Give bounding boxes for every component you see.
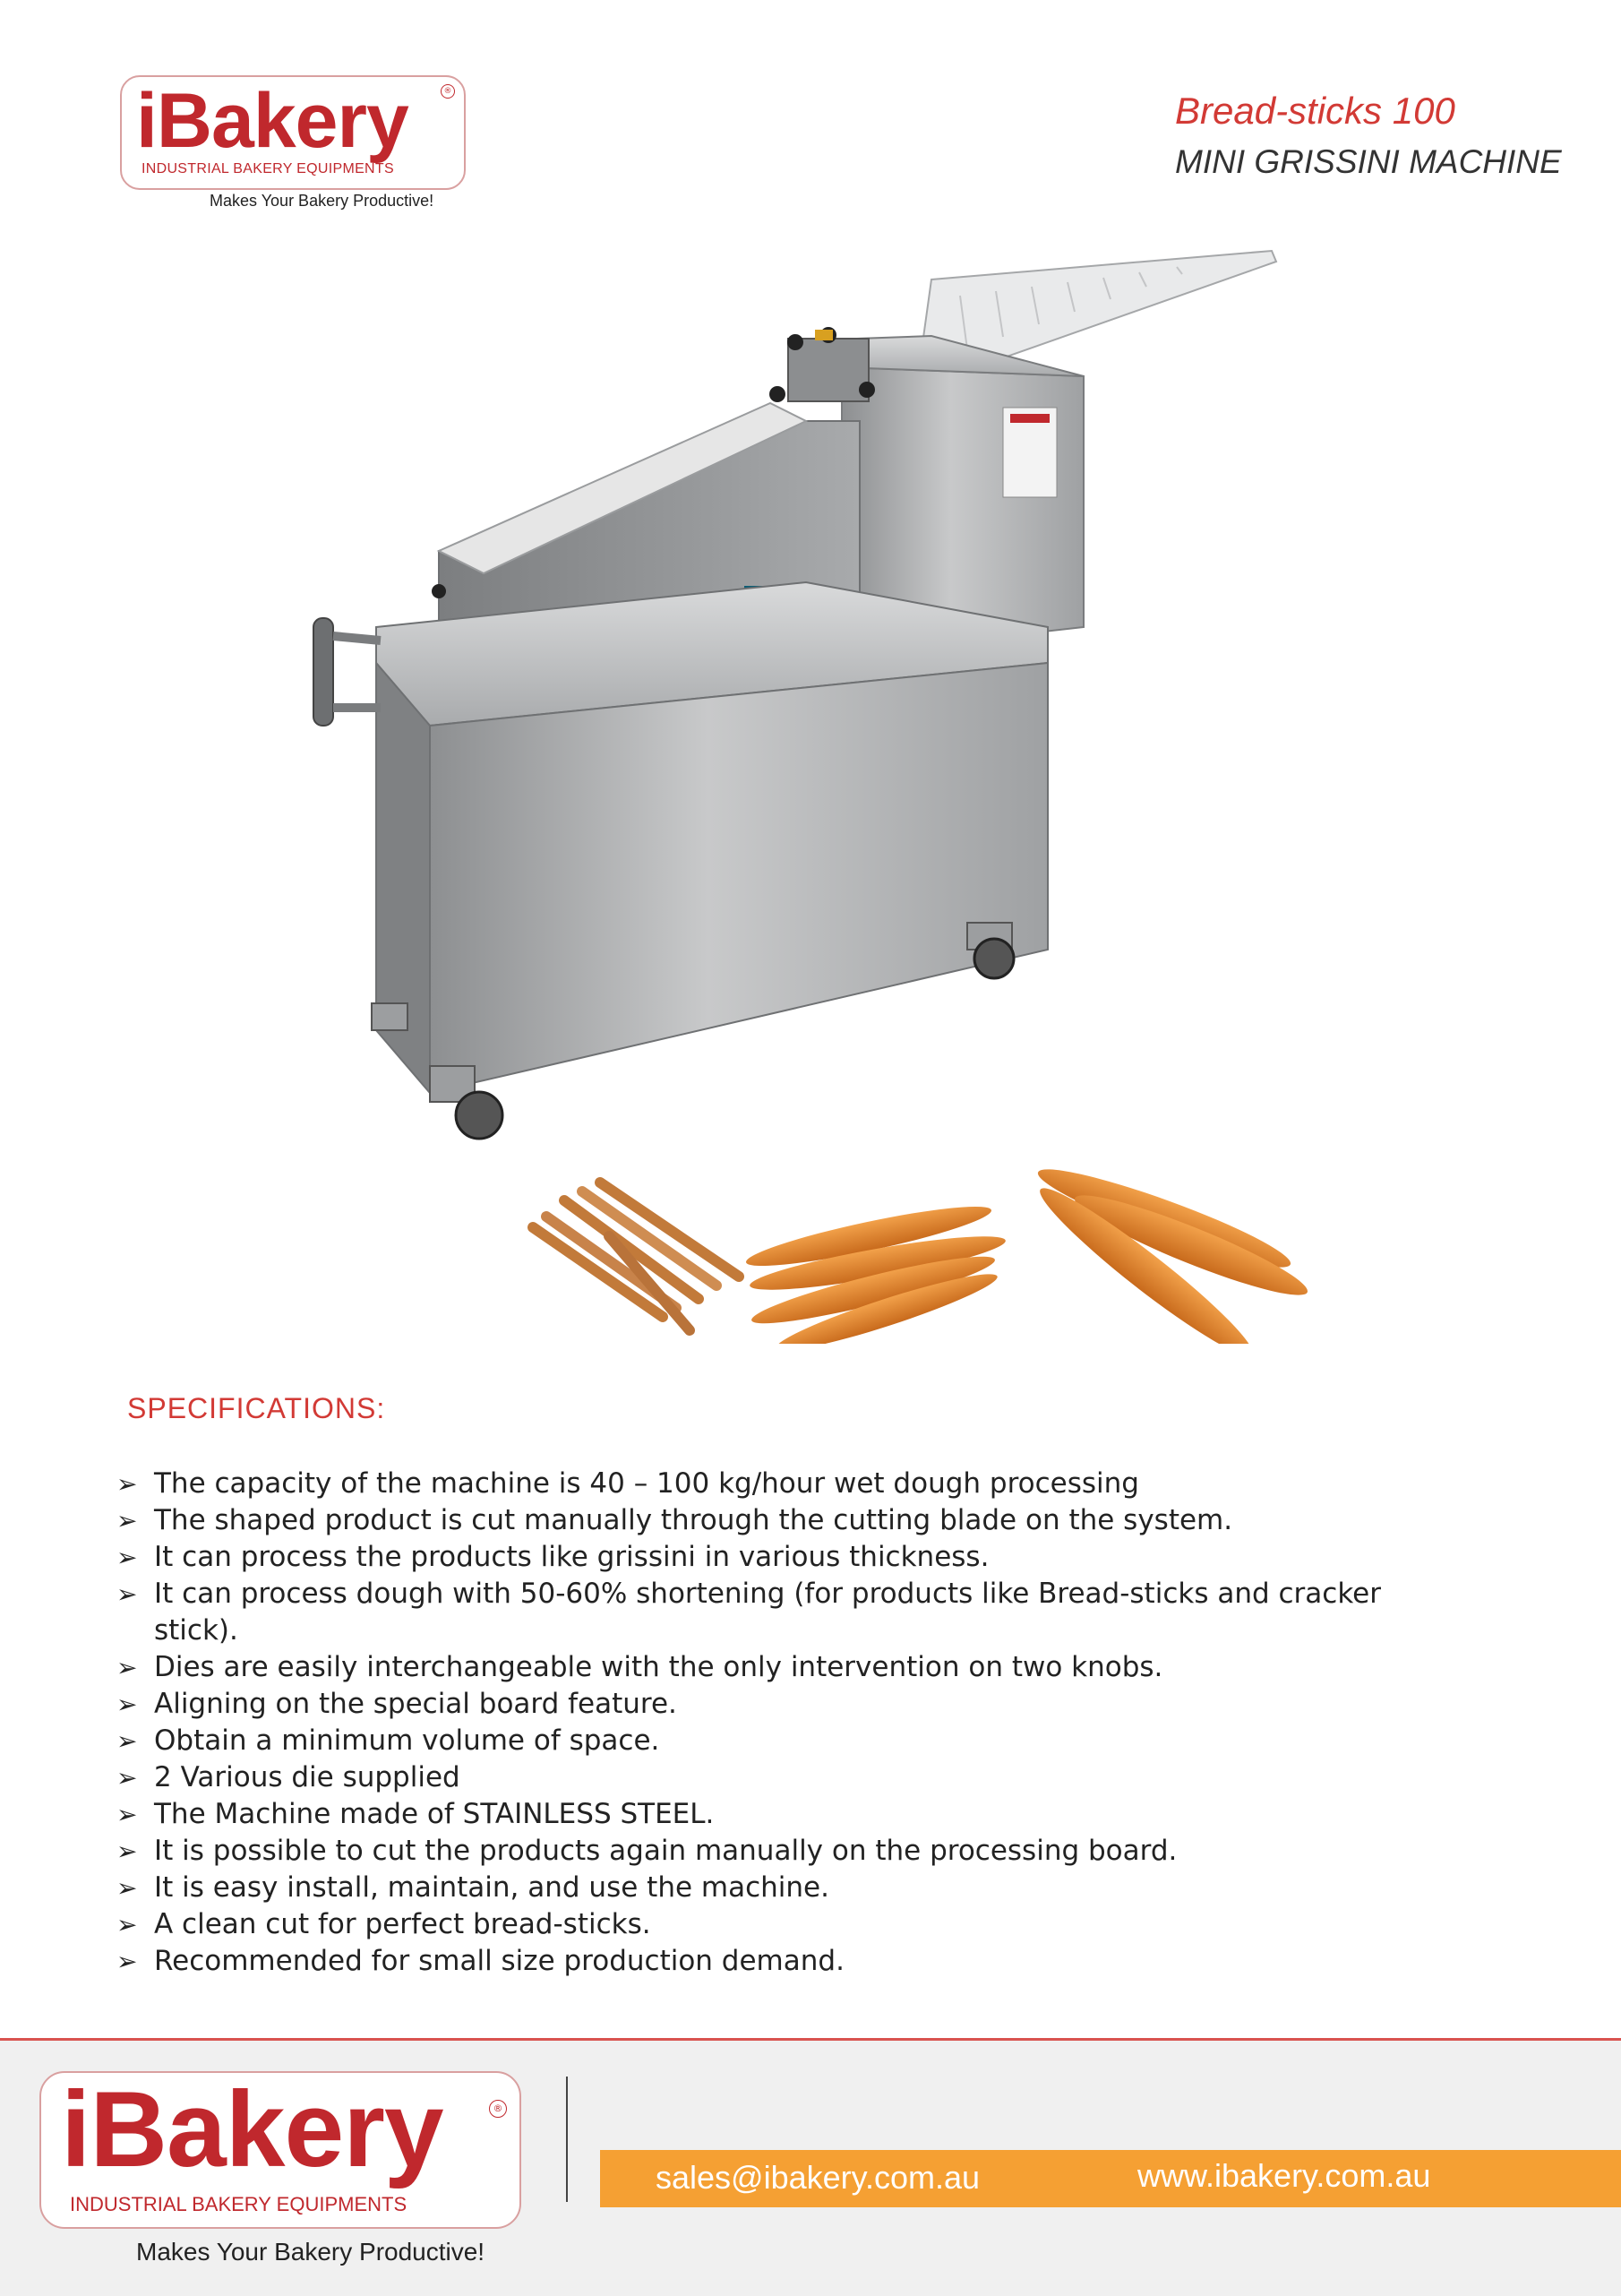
machine-image: [287, 242, 1299, 1156]
spec-text: It can process the products like grissini in various thickness.: [154, 1541, 990, 1573]
specifications-heading: SPECIFICATIONS:: [127, 1392, 386, 1424]
arrow-bullet-icon: ➢: [116, 1873, 138, 1903]
spec-item: [116, 1502, 1460, 1539]
logo-wordmark: iBakery: [136, 78, 408, 164]
spec-text: The capacity of the machine is 40 – 100 kg/hour wet dough processing: [154, 1467, 1139, 1500]
arrow-bullet-icon: ➢: [116, 1469, 138, 1499]
contact-bar: [600, 2150, 1621, 2207]
spec-text: The Machine made of STAINLESS STEEL.: [154, 1798, 715, 1830]
footer-logo-subtitle: INDUSTRIAL BAKERY EQUIPMENTS: [70, 2193, 407, 2215]
footer-logo-wordmark: iBakery: [61, 2069, 443, 2189]
spec-item: [116, 1649, 1460, 1686]
spec-item: [116, 1833, 1460, 1870]
spec-item: [116, 1759, 1460, 1796]
spec-text: 2 Various die supplied: [154, 1761, 460, 1793]
website-link[interactable]: www.ibakery.com.au: [1137, 2157, 1431, 2194]
registered-mark: ®: [441, 84, 455, 99]
spec-text: Dies are easily interchangeable with the only intervention on two knobs.: [154, 1651, 1163, 1683]
spec-text: Obtain a minimum volume of space.: [154, 1724, 660, 1757]
spec-text: It is easy install, maintain, and use the machine.: [154, 1871, 829, 1904]
spec-text: Recommended for small size production demand.: [154, 1945, 845, 1977]
arrow-bullet-icon: ➢: [116, 1690, 138, 1719]
arrow-bullet-icon: ➢: [116, 1947, 138, 1976]
spec-item: [116, 1539, 1460, 1576]
spec-item: [116, 1686, 1460, 1723]
logo-tagline: Makes Your Bakery Productive!: [210, 192, 434, 210]
arrow-bullet-icon: ➢: [116, 1653, 138, 1682]
arrow-bullet-icon: ➢: [116, 1800, 138, 1829]
arrow-bullet-icon: ➢: [116, 1910, 138, 1939]
arrow-bullet-icon: ➢: [116, 1763, 138, 1793]
header-logo: [120, 75, 466, 190]
spec-text: A clean cut for perfect bread-sticks.: [154, 1908, 651, 1940]
spec-item: [116, 1466, 1460, 1502]
spec-item: [116, 1906, 1460, 1943]
footer-registered-mark: ®: [489, 2100, 507, 2118]
footer-divider: [566, 2077, 568, 2202]
spec-item: [116, 1723, 1460, 1759]
footer-logo: [39, 2071, 521, 2229]
spec-item: [116, 1576, 1460, 1649]
arrow-bullet-icon: ➢: [116, 1836, 138, 1866]
spec-text: It can process dough with 50-60% shortening (for products like Bread-sticks and cracker stick).: [154, 1578, 1381, 1647]
product-subtitle: MINI GRISSINI MACHINE: [1175, 143, 1562, 180]
logo-subtitle: INDUSTRIAL BAKERY EQUIPMENTS: [142, 161, 394, 176]
arrow-bullet-icon: ➢: [116, 1726, 138, 1756]
arrow-bullet-icon: ➢: [116, 1506, 138, 1535]
footer-tagline: Makes Your Bakery Productive!: [136, 2238, 485, 2266]
spec-text: The shaped product is cut manually through the cutting blade on the system.: [154, 1504, 1233, 1536]
spec-item: [116, 1870, 1460, 1906]
product-title: Bread-sticks 100: [1175, 90, 1455, 132]
footer: [0, 2038, 1621, 2296]
email-link[interactable]: sales@ibakery.com.au: [656, 2159, 981, 2196]
spec-item: [116, 1943, 1460, 1980]
spec-text: It is possible to cut the products again manually on the processing board.: [154, 1835, 1178, 1867]
breadsticks-image: [519, 1165, 1343, 1344]
spec-text: Aligning on the special board feature.: [154, 1688, 677, 1720]
arrow-bullet-icon: ➢: [116, 1543, 138, 1572]
arrow-bullet-icon: ➢: [116, 1579, 138, 1609]
specifications-list: [116, 1466, 1460, 1980]
spec-item: [116, 1796, 1460, 1833]
